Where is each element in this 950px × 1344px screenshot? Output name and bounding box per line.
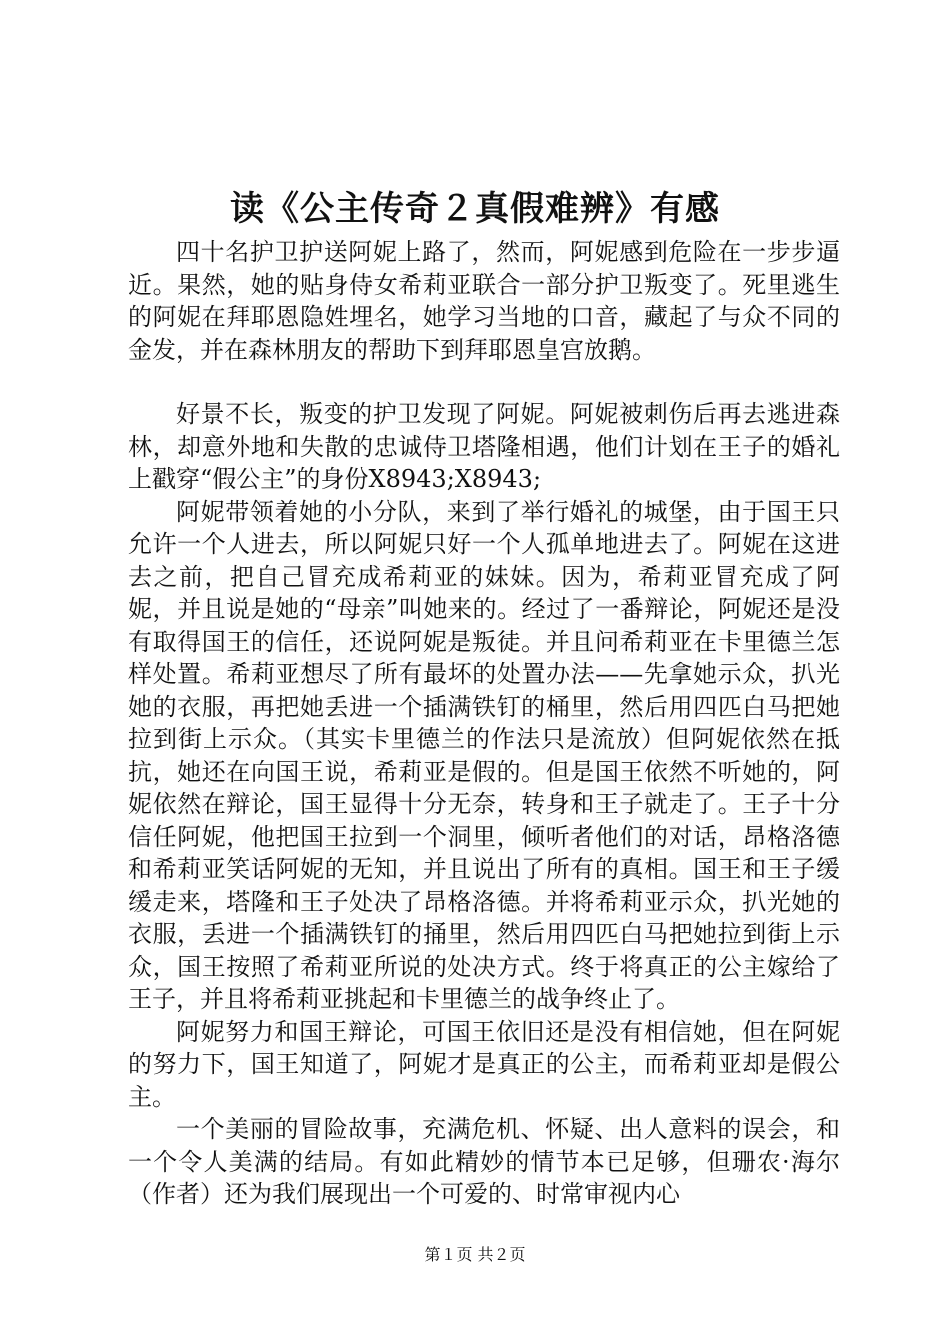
document-body	[128, 236, 840, 1211]
paragraph: 一个美丽的冒险故事，充满危机、怀疑、出人意料的误会，和一个令人美满的结局。有如此精妙的情节本已足够，但珊农·海尔（作者）还为我们展现出一个可爱的、时常审视内心	[128, 1115, 840, 1208]
paragraph: 好景不长，叛变的护卫发现了阿妮。阿妮被刺伤后再去逃进森林，却意外地和失散的忠诚侍卫塔隆相遇，他们计划在王子的婚礼上戳穿“假公主”的身份X8943;X8943;	[128, 400, 840, 493]
page-number-footer: 第１页 共２页	[424, 1245, 526, 1264]
paragraph: 阿妮带领着她的小分队，来到了举行婚礼的城堡，由于国王只允许一个人进去，所以阿妮只好一个人孤单地进去了。阿妮在这进去之前，把自己冒充成希莉亚的妹妹。因为，希莉亚冒充成了阿妮，并且说是她的“母亲”叫她来的。经过了一番辩论，阿妮还是没有取得国王的信任，还说阿妮是叛徒。并且问希莉亚在卡里德兰怎样处置。希莉亚想尽了所有最坏的处置办法——先拿她示众，扒光她的衣服，再把她丢进一个插满铁钉的桶里，然后用四匹白马把她拉到街上示众。（其实卡里德兰的作法只是流放）但阿妮依然在抵抗，她还在向国王说，希莉亚是假的。但是国王依然不听她的，阿妮依然在辩论，国王显得十分无奈，转身和王子就走了。王子十分信任阿妮，他把国王拉到一个洞里，倾听者他们的对话，昂格洛德和希莉亚笑话阿妮的无知，并且说出了所有的真相。国王和王子缓缓走来，塔隆和王子处决了昂格洛德。并将希莉亚示众，扒光她的衣服，丢进一个插满铁钉的捅里，然后用四匹白马把她拉到街上示众，国王按照了希莉亚所说的处决方式。终于将真正的公主嫁给了王子，并且将希莉亚挑起和卡里德兰的战争终止了。	[128, 497, 840, 1013]
paragraph: 四十名护卫护送阿妮上路了，然而，阿妮感到危险在一步步逼近。果然，她的贴身侍女希莉亚联合一部分护卫叛变了。死里逃生的阿妮在拜耶恩隐姓埋名，她学习当地的口音，藏起了与众不同的金发，并在森林朋友的帮助下到拜耶恩皇宫放鹅。	[128, 238, 840, 364]
document-title: 读《公主传奇２真假难辨》有感	[230, 189, 720, 229]
paragraph: 阿妮努力和国王辩论，可国王依旧还是没有相信她，但在阿妮的努力下，国王知道了，阿妮才是真正的公主，而希莉亚却是假公主。	[128, 1017, 840, 1111]
